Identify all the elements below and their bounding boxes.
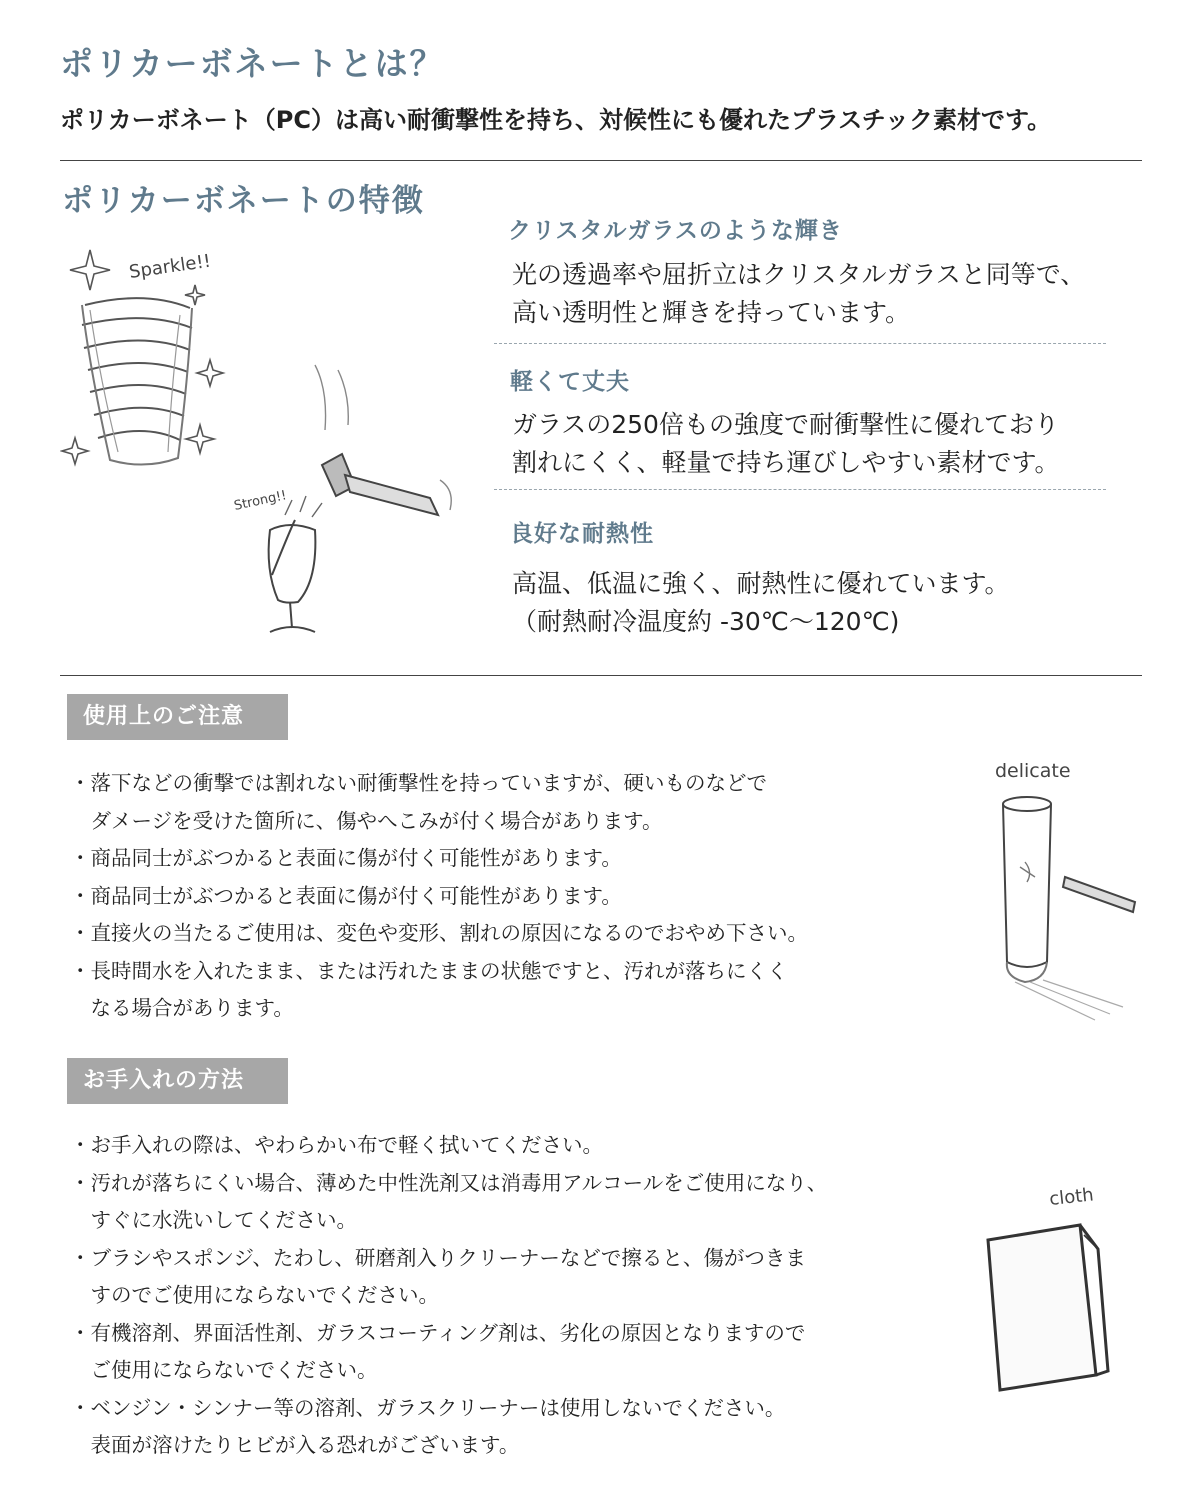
list-item: ・落下などの衝撃では割れない耐衝撃性を持っていますが、硬いものなどで [70,771,767,795]
caution-tag: 使用上のご注意 [67,694,288,740]
feature-line: 高い透明性と輝きを持っています。 [512,298,911,327]
intro-text: ポリカーボネート（PC）は高い耐衝撃性を持ち、対候性にも優れたプラスチック素材です。 [60,106,1052,134]
feature-line: 光の透過率や屈折立はクリスタルガラスと同等で、 [512,260,1086,289]
list-item: ・商品同士がぶつかると表面に傷が付く可能性があります。 [70,846,622,870]
stacked-cups-illustration [82,298,192,464]
delicate-label: delicate [995,760,1071,782]
list-item: ダメージを受けた箇所に、傷やへこみが付く場合があります。 [70,808,663,833]
feature-line: 高温、低温に強く、耐熱性に優れています。 [512,569,1010,598]
care-list [70,1127,827,1465]
feature-divider [494,343,1106,344]
feature-heading-sparkle: クリスタルガラスのような輝き [508,218,843,244]
list-item: ・直接火の当たるご使用は、変色や変形、割れの原因になるのでおやめ下さい。 [70,921,808,945]
cloth-label: cloth [1048,1184,1095,1210]
divider-middle [60,675,1142,676]
list-item: ご使用にならないでください。 [70,1358,378,1382]
list-item: ・長時間水を入れたまま、または汚れたままの状態ですと、汚れが落ちにくく [70,958,788,983]
list-item: ・お手入れの際は、やわらかい布で軽く拭いてください。 [70,1133,603,1157]
caution-list [70,765,808,1028]
cloth-illustration [980,1175,1150,1400]
feature-body-heat [512,565,1010,641]
features-title: ポリカーボネートの特徴 [62,183,425,219]
feature-body-strong [512,406,1060,482]
page-title: ポリカーボネートとは？ [60,44,445,83]
list-item: ・ブラシやスポンジ、たわし、研磨剤入りクリーナーなどで擦ると、傷がつきま [70,1245,806,1270]
list-item: なる場合があります。 [70,996,294,1020]
list-item: ・有機溶剤、界面活性剤、ガラスコーティング剤は、劣化の原因となりますので [70,1320,806,1345]
list-item: すのでご使用にならないでください。 [70,1283,439,1307]
list-item: ・商品同士がぶつかると表面に傷が付く可能性があります。 [70,883,622,908]
tumbler-illustration [985,752,1155,1027]
features-illustration [60,230,480,660]
list-item: すぐに水洗いしてください。 [70,1208,357,1232]
feature-line: ガラスの250倍もの強度で耐衝撃性に優れており [512,410,1059,439]
feature-heading-heat: 良好な耐熱性 [510,521,654,547]
feature-body-sparkle [512,256,1085,332]
feature-line: 割れにくく、軽量で持ち運びしやすい素材です。 [512,448,1060,477]
list-item: 表面が溶けたりヒビが入る恐れがございます。 [70,1433,520,1457]
feature-line: （耐熱耐冷温度約 -30℃〜120℃) [512,607,900,636]
care-tag: お手入れの方法 [67,1058,288,1104]
hammer-glass-illustration [269,365,452,632]
strong-label: Strong!! [232,488,288,514]
list-item: ・汚れが落ちにくい場合、薄めた中性洗剤又は消毒用アルコールをご使用になり、 [70,1170,828,1195]
divider-top [60,160,1142,161]
feature-heading-strong: 軽くて丈夫 [510,369,630,395]
list-item: ・ベンジン・シンナー等の溶剤、ガラスクリーナーは使用しないでください。 [70,1395,786,1420]
sparkle-label: Sparkle!! [127,250,213,283]
feature-divider [494,489,1106,490]
